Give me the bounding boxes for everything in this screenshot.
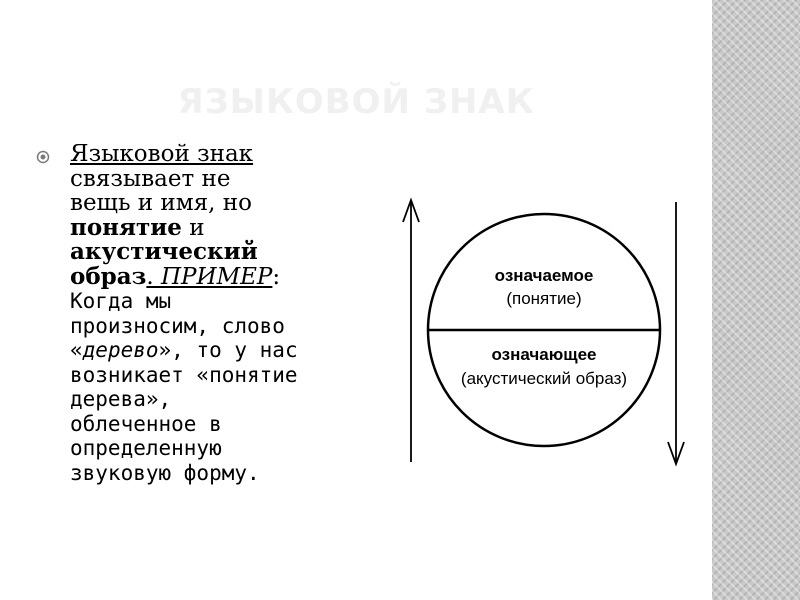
body-line: произносим, слово xyxy=(70,313,285,338)
term-acoustic: акустический xyxy=(70,238,258,265)
up-arrow-icon xyxy=(403,200,419,462)
signifier-label: означающее xyxy=(491,345,597,364)
slide-body-text xyxy=(70,142,400,485)
slide-title: ЯЗЫКОВОЙ ЗНАК xyxy=(177,82,535,122)
body-line: облеченное в xyxy=(70,411,222,436)
down-arrow-icon xyxy=(668,202,684,464)
body-line: связывает не xyxy=(70,165,231,192)
term-linguistic-sign: Языковой знак xyxy=(70,141,254,167)
example-word: дерево xyxy=(82,338,159,362)
body-punct: « xyxy=(70,338,83,362)
body-line: возникает «понятие xyxy=(70,362,298,387)
example-label: ПРИМЕР xyxy=(160,263,273,290)
body-punct: : xyxy=(272,263,281,290)
signified-sublabel: (понятие) xyxy=(506,289,582,308)
body-line: », то у нас xyxy=(158,338,298,362)
signifier-sublabel: (акустический образ) xyxy=(460,369,628,388)
body-line: определенную xyxy=(70,436,222,460)
term-image: образ xyxy=(70,262,147,290)
term-concept: понятие xyxy=(70,213,182,241)
body-line: и xyxy=(181,214,205,241)
body-line: дерева», xyxy=(70,387,172,411)
body-line: вещь и имя, но xyxy=(70,190,252,216)
decorative-side-stripe xyxy=(712,0,800,600)
body-punct: . xyxy=(146,263,161,290)
body-line: Когда мы xyxy=(70,289,172,313)
bullet-icon xyxy=(36,150,50,164)
signified-label: означаемое xyxy=(494,266,594,285)
body-line: звуковую форму. xyxy=(70,460,260,485)
sign-diagram xyxy=(395,190,695,480)
